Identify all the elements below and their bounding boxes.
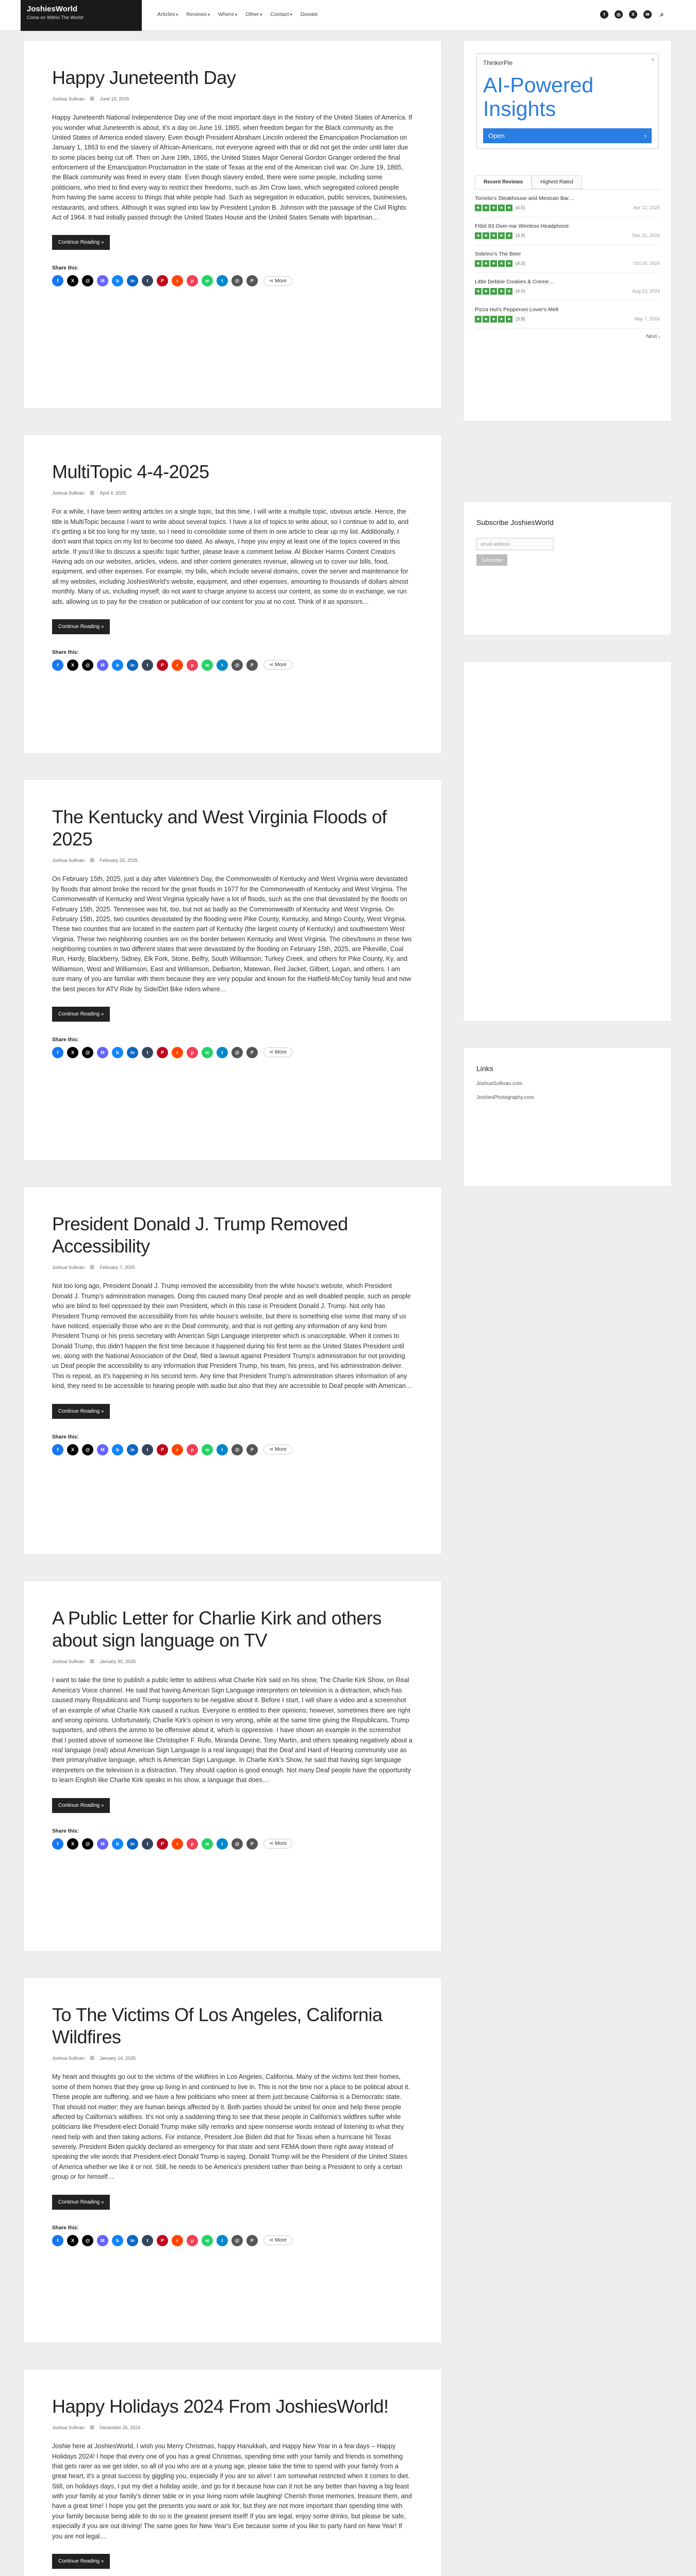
post-card [23,1187,442,1555]
review-stars [475,205,512,211]
links-widget [463,1047,672,1187]
print-share-icon[interactable]: P [246,1838,258,1850]
pocket-share-icon[interactable]: p [187,275,198,286]
pocket-share-icon[interactable]: p [187,1047,198,1058]
bluesky-share-icon[interactable]: b [112,1444,123,1455]
telegram-share-icon[interactable]: t [217,275,228,286]
review-title[interactable]: Fitbit 93 Over-ear Wireless Headphone [475,223,569,229]
post-meta [52,1658,413,1664]
post-title[interactable]: President Donald J. Trump Removed Accessibility [52,1213,348,1257]
calendar-icon: ▦ [90,2055,95,2061]
bluesky-share-icon[interactable]: b [112,659,123,671]
share-label: Share this: [52,1434,79,1440]
continue-reading-button[interactable]: Continue Reading » [52,1007,110,1022]
continue-reading-button[interactable]: Continue Reading » [52,235,110,250]
telegram-share-icon[interactable]: t [217,2235,228,2246]
tumblr-share-icon[interactable]: t [142,1047,153,1058]
reddit-share-icon[interactable]: r [172,1838,183,1850]
print-share-icon[interactable]: P [246,2235,258,2246]
review-meta [475,205,660,211]
telegram-share-icon[interactable]: t [217,1047,228,1058]
close-icon[interactable]: ✕ [651,57,655,62]
star-icon: ★ [498,205,505,211]
nav-item-articles[interactable]: Articles ▾ [157,11,178,18]
post-author[interactable]: Joshua Sullivan [52,1658,85,1664]
telegram-share-icon[interactable]: t [217,659,228,671]
x-share-icon[interactable]: X [67,2235,78,2246]
linkedin-share-icon[interactable]: in [127,1047,138,1058]
linkedin-share-icon[interactable]: in [127,275,138,286]
whatsapp-share-icon[interactable]: w [202,275,213,286]
link-joshuasullivan[interactable]: JoshuaSullivan.com [476,1081,522,1087]
share-more-button[interactable]: ⋖ More [263,660,292,670]
mastodon-share-icon[interactable]: M [97,1838,108,1850]
share-more-button[interactable]: ⋖ More [263,276,292,286]
post-excerpt: Joshie here at JoshiesWorld, I wish you Merry Christmas, happy Hanukkah, and Happy New Year in a few days – Happy Holidays 2024! I hope that every one of you has a great Christmas, spending time with your family and friends is something that gets rarer as we get older, so all of you who are at a young age, please take the time to spend with your family from a great heart, it's a great success by giggling you, especially if you are so alive! I am somewhat restricted when it comes to diet. Still, on holidays days, I put my diet a holiday aside, and go for it because how can it not be any better than having a big feast with your family at your family's dinner table or in your living room while laughing! Cherish those memories, treasure them, and have a great time! I hope you get the presents you want or ask for, but they are not more important than spending time with your family because being able to do so is the greatest present itself! If you are legal, enjoy some drinks, but please be safe, especially if you are out driving! The same goes for New Year's Eve because some of you like to party hard on New Year! If you are not legal… [52,2443,412,2540]
post-author[interactable]: Joshua Sullivan [52,490,85,496]
share-label: Share this: [52,649,79,655]
post-meta [52,857,413,863]
share-buttons [52,659,413,671]
subscribe-title: Subscribe JoshiesWorld [476,518,554,527]
review-meta [475,288,660,295]
threads-share-icon[interactable]: @ [82,275,93,286]
reddit-share-icon[interactable]: r [172,659,183,671]
chevron-right-icon: › [644,131,647,140]
bluesky-share-icon[interactable]: b [112,275,123,286]
post-date: December 25, 2024 [100,2425,141,2430]
share-buttons [52,2235,413,2246]
threads-share-icon[interactable]: @ [82,659,93,671]
site-subtitle: Come on Within The World! [27,15,84,20]
post-excerpt: Not too long ago, President Donald J. Trump removed the accessibility from the white house's website, which President Donald J. Trump's administration manages. Doing this caused many Deaf people and as well disabled people, such as people who are blind to feel oppressed by their own President, which in this case is President Donald J. Trump. Not only has President Trump removed the accessibility from his white house's website, but there is something else some that many of us have noticed, especially those who are in the Deaf community, and that is not getting any information of any kind from President Trump or his press secretary with American Sign Language interpreter which is unacceptable. When it comes to Donald Trump, this didn't happen the first time because it happened during his first term as the United States President until we, along with the National Association of the Deaf, filed a lawsuit against President Trump's administration for not providing us Deaf people the accessibility to any information that President Trump, his team, his press, and his administration deliver. This is repeat, as it's happening in his second term. Any time that President Trump's administration shares information of any kind, they need to be accessible to hearing people with audio but also that they are accessible to Deaf people with American… [52,1282,412,1390]
star-icon: ★ [506,232,512,239]
ad-open-label: Open [488,131,505,140]
star-icon: ★ [490,316,497,323]
whatsapp-share-icon[interactable]: w [202,1047,213,1058]
nav-item-reviews[interactable]: Reviews ▾ [186,11,210,18]
calendar-icon: ▦ [90,857,95,863]
post-card [23,779,442,1161]
star-icon: ★ [490,232,497,239]
post-excerpt: I want to take the time to publish a public letter to address what Charlie Kirk said on his show, The Charlie Kirk Show, on Real America's Voice channel. He said that having American Sign Language interpreters on television is a distraction, which has caused many Republicans and Trump supporters to be negative about it. Before I start, I will share a video and a screenshot of an example of what Charlie Kirk caused a ruckus. Everyone is entitled to their opinions; however, sometimes there are right and wrong opinions. Unfortunately, Charlie Kirk's opinion is very wrong, while at the same time giving the Republicans, Trump supporters, and others the ammo to be offensive about it, which is oppressive. I have shown an example in the screenshot that I posted above of someone like Christopher F. Rufo, Miranda Devine, Tony Martin, and others speaking negatively about a real language (real) about American Sign Language is a real language) that the Deaf and Hard of Hearing community use as their primary/native language, which is American Sign Language. In Charlie Kirk's Show, he said that having sign language interpreters on the television is a distraction. They should caption is good enough. Not many Deaf people have the opportunity to learn English like Charlie Kirk speaks in his show, a language that does… [52,1676,412,1784]
star-icon: ★ [475,288,482,295]
email-share-icon[interactable]: @ [231,659,243,671]
linkedin-share-icon[interactable]: in [127,2235,138,2246]
linkedin-share-icon[interactable]: in [127,1838,138,1850]
sidebar-blank-widget [463,661,672,1022]
share-icon: ⋖ [269,1049,275,1056]
post-excerpt: For a while, I have been writing articles on a single topic, but this time, I will write a multiple topic, obvious article. Hence, the title is MultiTopic because I want to write about several topics. I have a lot of topics to write about, so I continue to add to, and it's getting a bit too long for my taste, so I need to consolidate some of them in one article to clear up my list. Additionally, I don't want that topics on my list to become too dated. As always, I hope you enjoy at least one of the topics covered in this article. If you'd like to discuss a specific topic further, please leave a comment below. AI Blocker Harms Content Creators Having ads on our websites, articles, videos, and other content generates revenue, allowing us to cover our bills, food, equipment, and other expenses. For example, my bills, which include several domains, cover the server and maintenance for all my websites, including JoshiesWorld's website, equipment, and other expenses, amounting to thousands of dollars almost monthly. Many of us, including myself, do not want to charge anyone to access our content, as some do in exchange, we run ads, allowing us to pay for the creation or publication of our content for you at no cost. Think of it as sponsors… [52,508,409,605]
threads-share-icon[interactable]: @ [82,1444,93,1455]
facebook-share-icon[interactable]: f [52,1444,63,1455]
share-icon: ⋖ [269,1447,275,1452]
mastodon-share-icon[interactable]: M [97,2235,108,2246]
post-meta [52,490,413,496]
main-nav [157,11,318,18]
calendar-icon: ▦ [90,1658,95,1665]
calendar-icon: ▦ [90,2425,95,2431]
nav-item-contact[interactable]: Contact ▾ [270,11,292,18]
review-stars [475,316,512,323]
post-card [23,1581,442,1952]
post-author[interactable]: Joshua Sullivan [52,857,85,863]
share-buttons [52,1444,413,1455]
chevron-down-icon: ▾ [176,12,178,17]
star-icon: ★ [475,205,482,211]
post-excerpt: My heart and thoughts go out to the victims of the wildfires in Los Angeles, California. Many of the victims lost their homes, some of them homes that they grew up living in and continued to live in. This is not the time nor a place to be political about it. These people are suffering, and we have a few politicians who sneer at them just because California is a Democratic state. That should not matter; they are human beings affected by it. Both parties should be united for once and help these people affected by California's wildfires. It's not only a saddening thing to see that these people in California's wildfires suffer while politicians like President-elect Donald Trump make silly remarks and spew nonsense words instead of listening to what they need help with and then taking actions. For instance, President Joe Biden did that for Texas when a hurricane hit Texas severely. President Biden quickly declared an emergency for that state and sent FEMA down there right away instead of speaking the vile words that President-elect Donald Trump is saying. Donald Trump will be the President of the United States of America whether we like it or not. Still, he needs to be America's president rather than being a President to only a certain group or for himself… [52,2073,410,2181]
tumblr-share-icon[interactable]: t [142,659,153,671]
post-title[interactable]: Happy Juneteenth Day [52,67,236,88]
post-meta [52,2425,413,2430]
review-score: (4.3) [516,261,525,266]
search-icon[interactable]: ⌕ [660,10,664,18]
email-share-icon[interactable]: @ [231,1047,243,1058]
star-icon: ★ [483,288,489,295]
post-title[interactable]: The Kentucky and West Virginia Floods of 2025 [52,806,387,850]
pinterest-share-icon[interactable]: P [157,1047,168,1058]
review-stars [475,260,512,267]
post-title[interactable]: MultiTopic 4-4-2025 [52,461,209,482]
star-icon: ★ [475,260,482,267]
review-tabs [475,175,660,189]
review-stars [475,232,512,239]
threads-share-icon[interactable]: @ [82,1047,93,1058]
whatsapp-share-icon[interactable]: w [202,1444,213,1455]
review-date: Dec 21, 2024 [632,233,660,239]
continue-reading-button[interactable]: Continue Reading » [52,1798,110,1813]
tab-highest-rated[interactable]: Highest Rated [532,175,582,189]
post-author[interactable]: Joshua Sullivan [52,2425,85,2430]
continue-reading-button[interactable]: Continue Reading » [52,2554,110,2569]
nav-item-where[interactable]: Where ▾ [218,11,238,18]
print-share-icon[interactable]: P [246,1444,258,1455]
link-joshiesphotography[interactable]: JoshiesPhotography.com [476,1095,534,1100]
share-buttons [52,1838,413,1850]
reddit-share-icon[interactable]: r [172,275,183,286]
post-card [23,2369,442,2576]
post-author[interactable]: Joshua Sullivan [52,96,85,101]
mastodon-share-icon[interactable]: M [97,1444,108,1455]
site-title[interactable]: JoshiesWorld [27,5,78,13]
x-share-icon[interactable]: X [67,1838,78,1850]
x-share-icon[interactable]: X [67,275,78,286]
pinterest-share-icon[interactable]: P [157,1444,168,1455]
post-title[interactable]: Happy Holidays 2024 From JoshiesWorld! [52,2396,389,2417]
review-item[interactable] [475,190,660,217]
whatsapp-share-icon[interactable]: w [202,1838,213,1850]
social-links [600,10,666,19]
review-item[interactable] [475,301,660,329]
facebook-share-icon[interactable]: f [52,2235,63,2246]
star-icon: ★ [490,288,497,295]
review-list [475,189,660,329]
ad-open-button[interactable] [483,128,652,143]
facebook-share-icon[interactable]: f [52,1047,63,1058]
post-date: January 14, 2025 [100,2055,136,2061]
pocket-share-icon[interactable]: p [187,1838,198,1850]
calendar-icon: ▦ [90,1264,95,1270]
star-icon: ★ [498,316,505,323]
post-meta [52,1264,413,1270]
post-date: February 7, 2025 [100,1264,136,1270]
links-title: Links [476,1064,493,1073]
share-icon: ⋖ [269,662,275,668]
bluesky-share-icon[interactable]: b [112,1838,123,1850]
review-meta [475,260,660,267]
email-icon[interactable]: ✉ [643,10,652,19]
review-date: Aug 23, 2024 [632,289,660,294]
post-date: January 30, 2025 [100,1658,136,1664]
review-date: Apr 12, 2025 [633,205,660,211]
x-share-icon[interactable]: X [67,659,78,671]
review-score: (3.8) [516,316,525,322]
share-label: Share this: [52,1828,79,1834]
pinterest-share-icon[interactable]: P [157,2235,168,2246]
share-buttons [52,1047,413,1058]
post-date: April 4, 2025 [100,490,126,496]
post-title[interactable]: To The Victims Of Los Angeles, California Wildfires [52,2004,383,2048]
share-buttons [52,275,413,286]
post-excerpt: Happy Juneteenth National Independence Day one of the most important days in the history of the United States of America. If you wonder what Juneteenth is about, it's a day on June 19, 1865, when freedom began for the Black community as the United States of America ended slavery. Even though President Abraham Lincoln ordered the Emancipation Proclamation on January 1, 1863 to end the slavery of African-Americans, not everyone agreed with that or did not get the order until later due to some places being cut off. Then on June 19th, 1865, the United States Major General Gordon Granger ordered the final enforcement of the Emancipation Proclamation in the state of Texas at the end of the American civil war. On June 19, 1865, the Black community was freed in every state. Even though slavery ended, there were some people, including some politicians, who tried to find every way to restrict their freedoms, such as Jim Crow laws, which segregated colored people from having the same access to things that white people had. Such as segregation in education, public services, businesses, restaurants, and others. Although it was signed into law by President Lyndon B. Johnson with the passage of the Civil Rights Act of 1964. It had initially passed through the United States House and the United States Senate with bipartisan… [52,114,412,221]
print-share-icon[interactable]: P [246,659,258,671]
pocket-share-icon[interactable]: p [187,1444,198,1455]
post-card [23,434,442,754]
share-label: Share this: [52,265,79,272]
site-header [0,0,696,31]
review-item[interactable] [475,273,660,301]
review-title[interactable]: Sobrino's The Beer [475,250,521,257]
nav-item-other[interactable]: Other ▾ [245,11,262,18]
review-score: (4.0) [516,289,525,294]
review-item[interactable] [475,217,660,245]
subscribe-button[interactable]: Subscribe [476,554,507,566]
facebook-share-icon[interactable]: f [52,275,63,286]
email-share-icon[interactable]: @ [231,1838,243,1850]
star-icon: ★ [483,316,489,323]
star-icon: ★ [498,288,505,295]
share-label: Share this: [52,2225,79,2231]
post-title[interactable]: A Public Letter for Charlie Kirk and others about sign language on TV [52,1607,382,1651]
ad-headline: AI-Powered Insights [483,73,594,121]
reddit-share-icon[interactable]: r [172,1047,183,1058]
pinterest-share-icon[interactable]: P [157,659,168,671]
tumblr-share-icon[interactable]: t [142,275,153,286]
facebook-share-icon[interactable]: f [52,659,63,671]
chevron-down-icon: ▾ [235,12,238,17]
print-share-icon[interactable]: P [246,1047,258,1058]
star-icon: ★ [506,260,512,267]
tab-recent-reviews[interactable]: Recent Reviews [475,175,532,189]
bluesky-share-icon[interactable]: b [112,2235,123,2246]
ad-brand: ThinkerPie [483,59,513,66]
star-icon: ★ [475,316,482,323]
sidebar-ad-reviews-widget [463,40,672,421]
star-icon: ★ [475,232,482,239]
email-share-icon[interactable]: @ [231,1444,243,1455]
subscribe-widget [463,501,672,635]
site-brand[interactable] [21,0,142,31]
post-date: June 19, 2025 [100,96,129,101]
email-share-icon[interactable]: @ [231,2235,243,2246]
post-date: February 20, 2025 [100,857,138,863]
tumblr-share-icon[interactable]: t [142,1444,153,1455]
advertisement[interactable] [476,54,658,149]
pocket-share-icon[interactable]: p [187,659,198,671]
share-more-button[interactable]: ⋖ More [263,1445,292,1454]
bluesky-share-icon[interactable]: b [112,1047,123,1058]
share-icon: ⋖ [269,1841,275,1846]
threads-share-icon[interactable]: @ [82,2235,93,2246]
email-field[interactable]: email address [476,538,554,550]
reddit-share-icon[interactable]: r [172,1444,183,1455]
calendar-icon: ▦ [90,96,95,102]
print-share-icon[interactable]: P [246,275,258,286]
x-share-icon[interactable]: X [67,1047,78,1058]
reviews-next-link[interactable]: Next › [646,333,660,340]
x-icon[interactable]: X [629,10,637,19]
star-icon: ★ [506,288,512,295]
linkedin-share-icon[interactable]: in [127,1444,138,1455]
pocket-share-icon[interactable]: p [187,2235,198,2246]
telegram-share-icon[interactable]: t [217,1444,228,1455]
x-share-icon[interactable]: X [67,1444,78,1455]
ad-box [463,41,671,162]
email-share-icon[interactable]: @ [231,275,243,286]
review-score: (4.5) [516,205,525,211]
chevron-down-icon: ▾ [290,12,292,17]
continue-reading-button[interactable]: Continue Reading » [52,1404,110,1419]
review-score: (3.9) [516,233,525,239]
whatsapp-share-icon[interactable]: w [202,659,213,671]
nav-item-donate[interactable]: Donate [300,11,318,18]
review-date: May 7, 2024 [634,316,660,322]
review-title[interactable]: Little Debbie Cookies & Creme… [475,278,555,285]
star-icon: ★ [490,205,497,211]
review-stars [475,288,512,295]
facebook-share-icon[interactable]: f [52,1838,63,1850]
share-more-button[interactable]: ⋖ More [263,2235,292,2245]
review-meta [475,316,660,323]
calendar-icon: ▦ [90,490,95,496]
star-icon: ★ [483,260,489,267]
mastodon-share-icon[interactable]: M [97,659,108,671]
review-meta [475,232,660,239]
post-card [23,1977,442,2343]
mastodon-share-icon[interactable]: M [97,1047,108,1058]
star-icon: ★ [498,232,505,239]
star-icon: ★ [498,260,505,267]
chevron-down-icon: ▾ [208,12,210,17]
reddit-share-icon[interactable]: r [172,2235,183,2246]
telegram-share-icon[interactable]: t [217,1838,228,1850]
star-icon: ★ [483,205,489,211]
review-title[interactable]: Pizza Hut's Pepperoni Lover's Melt [475,306,559,313]
whatsapp-share-icon[interactable]: w [202,2235,213,2246]
chevron-down-icon: ▾ [260,12,262,17]
tumblr-share-icon[interactable]: t [142,2235,153,2246]
post-author[interactable]: Joshua Sullivan [52,2055,85,2061]
threads-share-icon[interactable]: @ [82,1838,93,1850]
review-date: Oct 16, 2024 [633,261,660,266]
share-icon: ⋖ [269,278,275,284]
continue-reading-button[interactable]: Continue Reading » [52,2195,110,2210]
share-icon: ⋖ [269,2238,275,2243]
post-author[interactable]: Joshua Sullivan [52,1264,85,1270]
post-meta [52,96,413,101]
post-meta [52,2055,413,2061]
pinterest-share-icon[interactable]: P [157,1838,168,1850]
linkedin-share-icon[interactable]: in [127,659,138,671]
share-label: Share this: [52,1037,79,1043]
pinterest-share-icon[interactable]: P [157,275,168,286]
post-card [23,40,442,409]
star-icon: ★ [506,205,512,211]
instagram-icon[interactable]: ◎ [615,10,623,19]
review-title[interactable]: Toronto's Steakhouse and Mexican Bar… [475,195,574,201]
tumblr-share-icon[interactable]: t [142,1838,153,1850]
review-item[interactable] [475,245,660,273]
post-excerpt: On February 15th, 2025, just a day after Valentine's Day, the Commonwealth of Kentucky and West Virginia were devastated by floods that almost broke the record for the great floods in 1977 for the Commonwealth of Kentucky and West Virginia. The Commonwealth of Kentucky and West Virginia typically have a lot of floods, such as the one that devastated by the floods on February 15th, 2025. Tennessee was hit, too, but not as badly as the Commonwealth of Kentucky and West Virginia. On February 15th, 2025, two counties devastated by the flooding were Pike County, Kentucky, and Mingo County, West Virginia. These two counties that are located in the eastern part of Kentucky (the largest county of Kentucky) and southwestern West Virginia. These two neighboring counties are on the border between Kentucky and West Virginia. The cities/towns in these two neighboring counties in two different states that were devastated by the flooding on February 15th, 2025, are Pikeville, Coal Run, Hardy, Blackberry, Sidney, Elk Fork, Stone, Belfry, South Williamson, Turkey Creek, and others for Pike County, Ky, and Williamson, West and Williamson, East and Williamson, Delbarton, Matewan, Red Jacket, Gilbert, Logan, and others. I am sure many of you are familiar with them because they are very popular and known for the Hatfield-McCoy family feud and now the best pieces for ATV Ride by Side/Dirt Bike riders where… [52,875,412,993]
star-icon: ★ [506,316,512,323]
continue-reading-button[interactable]: Continue Reading » [52,619,110,634]
star-icon: ★ [490,260,497,267]
star-icon: ★ [483,232,489,239]
facebook-icon[interactable]: f [600,10,608,19]
share-more-button[interactable]: ⋖ More [263,1047,292,1057]
mastodon-share-icon[interactable]: M [97,275,108,286]
share-more-button[interactable]: ⋖ More [263,1839,292,1849]
